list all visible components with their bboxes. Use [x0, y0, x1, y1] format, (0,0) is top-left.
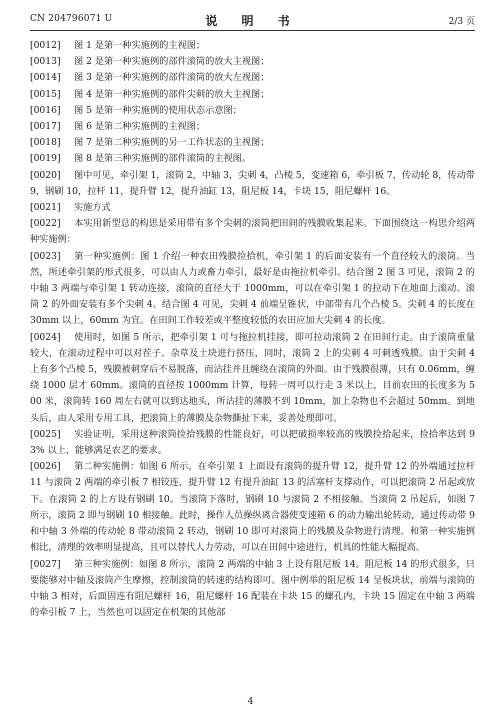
paragraph-number: [0024]: [30, 331, 61, 343]
paragraph-text: 图 1 是第一种实施例的主视图；: [74, 40, 206, 51]
paragraph-0022: [30, 216, 475, 248]
paragraph-0013: [30, 54, 475, 70]
paragraph-text: 图 6 是第二种实施例的主视图；: [74, 121, 206, 133]
paragraph-0025: [30, 427, 475, 459]
paragraph-text: 使用时，如图 5 所示，把牵引架 1 可与拖拉机挂接，即可拉动滚筒 2 在田间行走。由于滚筒重量较大，在滚动过程中可以对茬子、杂草及土块进行挤压，同时，滚筒 2 上的尖刺 4 可刺透残膜。由于尖刺 4 上有多个凸棱 5，残膜被刺穿后不易脱落，而沾挂并且缠绕在滚筒的外面。由于残膜很薄，只有 0.06mm，缠绕 1000 层才 60mm。滚筒的直径按 1000mm 计算，每转一周可以行走 3 米以上，目前农田的长度多为 500 米，滚筒转 160 周左右就可以到达地头，所沾挂的薄膜不到 10mm，加上杂物也不会超过 50mm。到地头后，由人采用专用工具，把滚筒上的薄膜及杂物撕扯下来，妥善处理即可。: [30, 331, 475, 424]
paragraph-0021: [30, 200, 475, 216]
paragraph-0015: [30, 87, 475, 103]
paragraph-0017: [30, 119, 475, 135]
paragraph-0012: [30, 38, 475, 54]
paragraph-number: [0025]: [30, 428, 61, 440]
paragraph-number: [0012]: [30, 40, 61, 51]
paragraph-text: 本实用新型总的构思是采用带有多个尖刺的滚筒把田间的残膜收集起来。下面围绕这一构思介绍两种实施例：: [30, 218, 475, 246]
paragraph-text: 第一种实施例：图 1 介绍一种农田残膜捡拾机，牵引架 1 的后面安装有一个直径较大的滚筒。当然，所述牵引架的形式很多，可以由人力或畜力牵引，最好是由拖拉机牵引。结合图 2 图 3 可见，滚筒 2 的中轴 3 两端与牵引架 1 转动连接，滚筒的直径大于 1000mm，可以在牵引架 1 的拉动下在地面上滚动。滚筒 2 的外面安装有多个尖刺 4。结合图 4 可见，尖刺 4 前端呈锥状，中部带有几个凸棱 5。尖刺 4 的长度在 30mm 以上，60mm 为宜。在田间工作较差或平整度较低的农田应加大尖刺 4 的长度。: [30, 250, 475, 327]
section-heading: 实施方式: [74, 202, 111, 214]
paragraph-text: 实验证明，采用这种滚筒捡拾残膜的性能良好，可以把破损率较高的残膜捡拾起来，捡拾率达到 93% 以上，能够满足农艺的要求。: [30, 428, 475, 457]
paragraph-number: [0018]: [30, 137, 61, 149]
paragraph-0016: [30, 103, 475, 119]
paragraph-0020: [30, 168, 475, 200]
paragraph-number: [0014]: [30, 72, 61, 84]
paragraph-number: [0013]: [30, 56, 61, 68]
paragraph-text: 图 7 是第二种实施例的另一工作状态的主视图；: [74, 137, 270, 149]
paragraph-0018: [30, 135, 475, 151]
paragraph-text: 图 5 是第一种实施例的使用状态示意图；: [74, 104, 242, 116]
patent-number: CN 204796071 U: [30, 14, 113, 24]
paragraph-number: [0019]: [30, 153, 61, 165]
paragraph-number: [0020]: [30, 169, 61, 181]
page-fraction: 2/3 页: [448, 17, 475, 27]
page-number: 4: [247, 697, 254, 707]
paragraph-0014: [30, 70, 475, 86]
paragraph-number: [0021]: [30, 202, 61, 214]
paragraph-0019: [30, 151, 475, 167]
paragraph-number: [0023]: [30, 250, 61, 262]
paragraph-text: 第三种实施例：如图 8 所示，滚筒 2 两端的中轴 3 上设有阻尼板 14。阻尼板 14 的形式很多，只要能够对中轴及滚筒产生摩擦，控制滚筒的转速的结构即可。图中例举的阻尼板 14 呈板块状，前端与滚筒的中轴 3 相对，后面固连有阻尼螺杆 16，阻尼螺杆 16 配装在卡块 15 的螺孔内，卡块 15 固定在中轴 3 两端的牵引板 7 上，当然也可以固定在机架的其他部: [30, 558, 475, 619]
paragraph-text: 图中可见，牵引架 1，滚筒 2，中轴 3，尖刺 4，凸棱 5，变速箱 6，牵引板 7，传动轮 8，传动带 9，钢刷 10，拉杆 11，提升臂 12，提升油缸 13，阻尼板 14，卡块 15，阻尼螺杆 16。: [30, 169, 475, 197]
paragraph-number: [0022]: [30, 218, 61, 230]
paragraph-number: [0027]: [30, 558, 61, 570]
paragraph-text: 图 2 是第一种实施例的部件滚筒的放大主视图；: [74, 56, 270, 68]
paragraph-number: [0017]: [30, 121, 61, 133]
paragraph-text: 图 4 是第一种实施例的部件尖刺的放大主视图；: [74, 88, 270, 100]
paragraph-0023: [30, 249, 475, 330]
paragraph-text: 图 3 是第一种实施例的部件滚筒的放大左视图；: [74, 72, 270, 84]
paragraph-number: [0015]: [30, 88, 61, 100]
paragraph-0026: [30, 459, 475, 556]
document-body: [30, 38, 475, 621]
paragraph-0027: [30, 557, 475, 622]
paragraph-0024: [30, 330, 475, 427]
paragraph-text: 第二种实施例：如图 6 所示，在牵引架 1 上面设有滚筒的提升臂 12，提升臂 12 的外端通过拉杆 11 与滚筒 2 两端的牵引板 7 相铰连，提升臂 12 有提升油缸 13 的活塞杆支撑动作，可以把滚筒 2 吊起或放下。在滚筒 2 的上方设有钢刷 10。当滚筒下落时，钢刷 10 与滚筒 2 不相接触。当滚筒 2 吊起后，如图 7 所示，滚筒 2 即与钢刷 10 相接触。此时，操作人员操纵离合器使变速箱 6 的动力输出轮转动，通过传动带 9 和中轴 3 外端的传动轮 8 带动滚筒 2 转动，钢刷 10 即可对滚筒上的残膜及杂物进行清理。和第一种实施例相比，清理的效率明显提高，且可以替代人力劳动，可以在田间中途进行，机具的性能大幅提高。: [30, 461, 475, 554]
paragraph-number: [0016]: [30, 104, 61, 116]
document-title: 说 明 书: [205, 14, 300, 28]
paragraph-number: [0026]: [30, 461, 61, 473]
paragraph-text: 图 8 是第三种实施例的部件滚筒的主视图。: [74, 153, 252, 165]
page-header: [30, 12, 475, 31]
